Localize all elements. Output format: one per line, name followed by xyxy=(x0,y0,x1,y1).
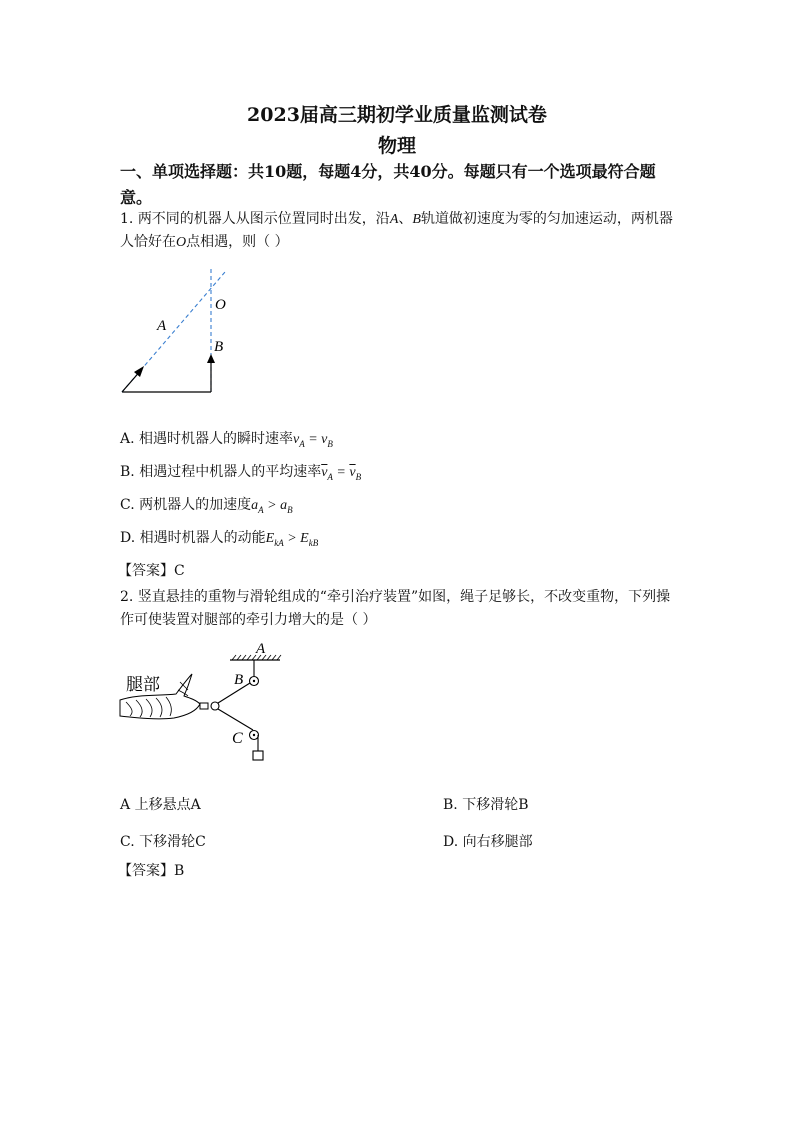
answer-label: 【答案】 xyxy=(118,863,174,879)
question-2-stem xyxy=(120,586,680,632)
option-letter: B. xyxy=(443,797,458,813)
stem-part: 点相遇，则（ ） xyxy=(186,234,289,250)
option-letter: D. xyxy=(443,834,459,850)
option-letter: D. xyxy=(120,530,136,546)
rope-leg-c xyxy=(218,709,253,730)
option-math: $v_A = v_B$ xyxy=(293,432,333,449)
option-text: 上移悬点A xyxy=(134,797,201,813)
var-o: O xyxy=(176,235,187,250)
var-b: B xyxy=(412,212,421,227)
option-text: 相遇过程中机器人的平均速率 xyxy=(139,464,322,480)
label-a: A xyxy=(256,641,266,657)
q2-option-a[interactable] xyxy=(120,795,201,815)
question-1-stem xyxy=(120,208,680,254)
option-letter: B. xyxy=(120,464,135,480)
option-math: $\overline{v}_A = \overline{v}_B$ xyxy=(321,465,362,482)
q2-option-d[interactable] xyxy=(443,832,533,852)
option-letter: C. xyxy=(120,834,135,850)
option-letter: C. xyxy=(120,497,135,513)
answer-label: 【答案】 xyxy=(118,563,174,579)
label-a: A xyxy=(157,318,167,334)
label-leg: 腿部 xyxy=(126,675,160,694)
section-heading: 一、单项选择题：共10题，每题4分，共40分。每题只有一个选项最符合题意。 xyxy=(120,162,656,207)
q2-answer xyxy=(118,860,184,880)
stem-text: 竖直悬挂的重物与滑轮组成的“牵引治疗装置”如图，绳子足够长，不改变重物，下列操作可使装置对腿部的牵引力增大的是（ ） xyxy=(120,589,671,628)
label-b: B xyxy=(234,672,244,688)
q1-option-a[interactable] xyxy=(120,429,333,454)
subject-title: 物理 xyxy=(377,135,416,157)
option-math: $E_{kA} > E_{kB}$ xyxy=(265,531,319,548)
option-text: 下移滑轮C xyxy=(139,834,206,850)
question-1-figure xyxy=(115,262,240,402)
option-text: 两机器人的加速度 xyxy=(139,497,252,513)
option-letter: A. xyxy=(120,431,135,447)
leg-pulley xyxy=(211,702,219,710)
label-o: O xyxy=(215,297,226,313)
stem-part: 、 xyxy=(398,211,413,227)
question-number: 1. xyxy=(120,211,134,227)
answer-value: C xyxy=(174,563,185,579)
option-text: 相遇时机器人的瞬时速率 xyxy=(139,431,294,447)
label-b: B xyxy=(214,339,224,355)
option-text: 相遇时机器人的动能 xyxy=(139,530,266,546)
question-2-figure xyxy=(118,638,290,766)
question-number: 2. xyxy=(120,589,134,605)
q1-option-d[interactable] xyxy=(120,528,318,553)
weight-block xyxy=(253,751,263,760)
q1-option-c[interactable] xyxy=(120,495,293,520)
option-text: 下移滑轮B xyxy=(462,797,529,813)
pulley-c-axle xyxy=(253,734,255,736)
arrow-a-head xyxy=(134,366,144,377)
option-math: $a_A > a_B$ xyxy=(251,498,293,515)
var-a: A xyxy=(389,212,399,227)
stem-part: 轨道做初速度为零的匀加速运动，两机器人恰好在 xyxy=(120,211,673,250)
exam-title: 2023届高三期初学业质量监测试卷 xyxy=(247,104,547,126)
option-text: 向右移腿部 xyxy=(462,834,533,850)
q1-option-b[interactable] xyxy=(120,462,361,487)
q1-answer xyxy=(118,560,185,580)
stem-part: 两不同的机器人从图示位置同时出发，沿 xyxy=(137,211,390,227)
arrow-b-head xyxy=(207,354,215,363)
leg-clamp xyxy=(200,703,208,709)
option-letter: A xyxy=(120,797,131,813)
pulley-b-axle xyxy=(253,680,255,682)
label-c: C xyxy=(232,730,243,747)
q2-option-b[interactable] xyxy=(443,795,529,815)
answer-value: B xyxy=(174,863,185,879)
q2-option-c[interactable] xyxy=(120,832,206,852)
